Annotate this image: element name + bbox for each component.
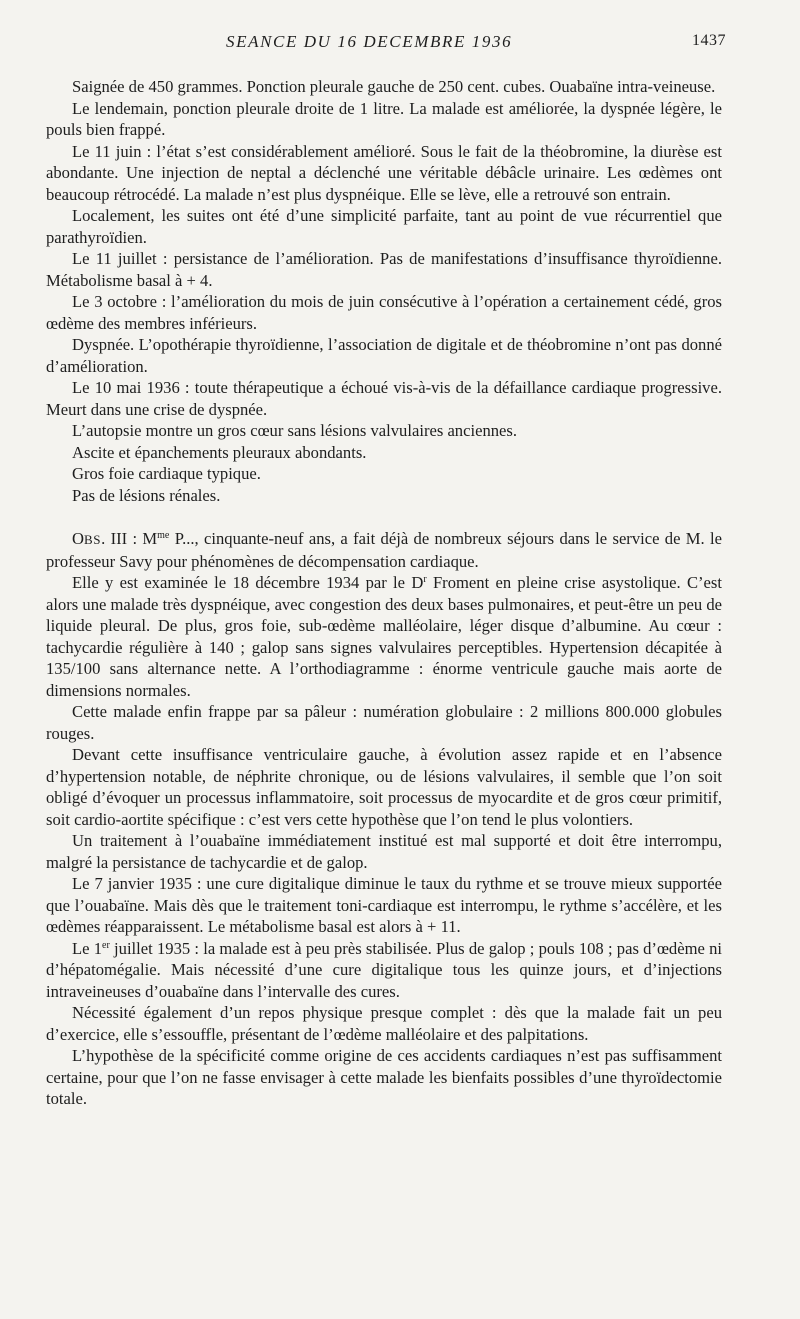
paragraph: Le 11 juin : l’état s’est considérablement amélioré. Sous le fait de la théobromine, la diurèse est abondante. Une injection de neptal a déclenché une véritable débâcle urinaire. Les œdèmes ont beaucoup rétrocédé. La malade n’est plus dyspnéique. Elle se lève, elle a retrouvé son entrain.: [46, 141, 722, 204]
paragraph-text: Elle y est examinée le 18 décembre 1934 par le D: [72, 573, 424, 592]
paragraph: [46, 938, 722, 1003]
running-title: SEANCE DU 16 DECEMBRE 1936: [226, 32, 513, 51]
paragraph-text: juillet 1935 : la malade est à peu près stabilisée. Plus de galop ; pouls 108 ; pas d’œdème ni d’hépatomégalie. Mais nécessité d’une cure digitalique tous les quinze jours, et d’injections intraveineuses d’ouabaïne dans l’intervalle des cures.: [46, 938, 722, 1001]
ordinal-superscript: er: [102, 939, 110, 951]
body-text: [46, 76, 722, 1110]
paragraph: Dyspnée. L’opothérapie thyroïdienne, l’association de digitale et de théobromine n’ont pas donné d’amélioration.: [46, 335, 722, 376]
paragraph: Cette malade enfin frappe par sa pâleur : numération globulaire : 2 millions 800.000 globules rouges.: [46, 702, 722, 743]
paragraph: Un traitement à l’ouabaïne immédiatement institué est mal supporté et doit être interrompu, malgré la persistance de tachycardie et de galop.: [46, 831, 722, 872]
observation-intro: P..., cinquante-neuf ans, a fait déjà de nombreux séjours dans le service de M. le professeur Savy pour phénomènes de décompensation cardiaque.: [46, 529, 722, 571]
observation-label-initial: O: [72, 529, 84, 548]
paragraph-text: Le 1: [72, 938, 103, 958]
paragraph: Saignée de 450 grammes. Ponction pleurale gauche de 250 cent. cubes. Ouabaïne intra-veineuse.: [72, 77, 716, 96]
paragraph: Nécessité également d’un repos physique presque complet : dès que la malade fait un peu d’exercice, elle s’essouffle, présentant de l’œdème malléolaire et des palpitations.: [46, 1003, 722, 1044]
paragraph: Localement, les suites ont été d’une simplicité parfaite, tant au point de vue récurrentiel que parathyroïdien.: [46, 206, 722, 247]
paragraph-text: Froment en pleine crise asystolique. C’est alors une malade très dyspnéique, avec congestion des deux bases pulmonaires, et peut-être un peu de liquide pleural. De plus, gros foie, sub-œdème malléolaire, léger disque d’albumine. Au cœur : tachycardie régulière à 140 ; galop sans signes valvulaires perceptibles. Hypertension décapitée à 135/100 sans alternance nette. A l’orthodiagramme : énorme ventricule gauche mais aorte de dimensions normales.: [46, 573, 722, 700]
paragraph: Le lendemain, ponction pleurale droite de 1 litre. La malade est améliorée, la dyspnée légère, le pouls bien frappé.: [46, 98, 722, 139]
title-superscript: r: [423, 574, 427, 585]
paragraph: Le 11 juillet : persistance de l’amélioration. Pas de manifestations d’insuffisance thyroïdienne. Métabolisme basal à + 4.: [46, 249, 722, 290]
page-number: 1437: [692, 32, 726, 49]
observation-heading-paragraph: [46, 528, 722, 572]
observation-label-tail: . III : M: [101, 529, 158, 548]
paragraph: [46, 572, 722, 701]
paragraph: Pas de lésions rénales.: [72, 485, 221, 505]
paragraph: Ascite et épanchements pleuraux abondants.: [72, 442, 367, 462]
paragraph: Gros foie cardiaque typique.: [72, 464, 261, 483]
paragraph: L’hypothèse de la spécificité comme origine de ces accidents cardiaques n’est pas suffisamment certaine, pour que l’on ne fasse envisager à cette malade les bienfaits possibles d’une thyroïdectomie totale.: [46, 1046, 722, 1108]
paragraph: Le 10 mai 1936 : toute thérapeutique a échoué vis-à-vis de la défaillance cardiaque progressive. Meurt dans une crise de dyspnée.: [46, 378, 722, 419]
paragraph: Le 3 octobre : l’amélioration du mois de juin consécutive à l’opération a certainement cédé, gros œdème des membres inférieurs.: [46, 292, 722, 333]
page-header: [46, 32, 726, 56]
title-superscript: me: [157, 530, 170, 541]
paragraph: Devant cette insuffisance ventriculaire gauche, à évolution assez rapide et en l’absence d’hypertension notable, de néphrite chronique, ou de lésions valvulaires, il semble que l’on soit obligé d’évoquer un processus inflammatoire, soit processus de myocardite et de gros cœur primitif, soit cardio-aortite spécifique : c’est vers cette hypothèse que l’on tend le plus volontiers.: [46, 745, 722, 829]
observation-label-smallcaps: BS: [83, 532, 102, 547]
paragraph: Le 7 janvier 1935 : une cure digitalique diminue le taux du rythme et se trouve mieux supportée que l’ouabaïne. Mais dès que le traitement toni-cardiaque est interrompu, le rythme s’accélère, et les œdèmes réapparaissent. Le métabolisme basal est alors à + 11.: [46, 874, 722, 936]
paragraph: L’autopsie montre un gros cœur sans lésions valvulaires anciennes.: [72, 421, 518, 440]
